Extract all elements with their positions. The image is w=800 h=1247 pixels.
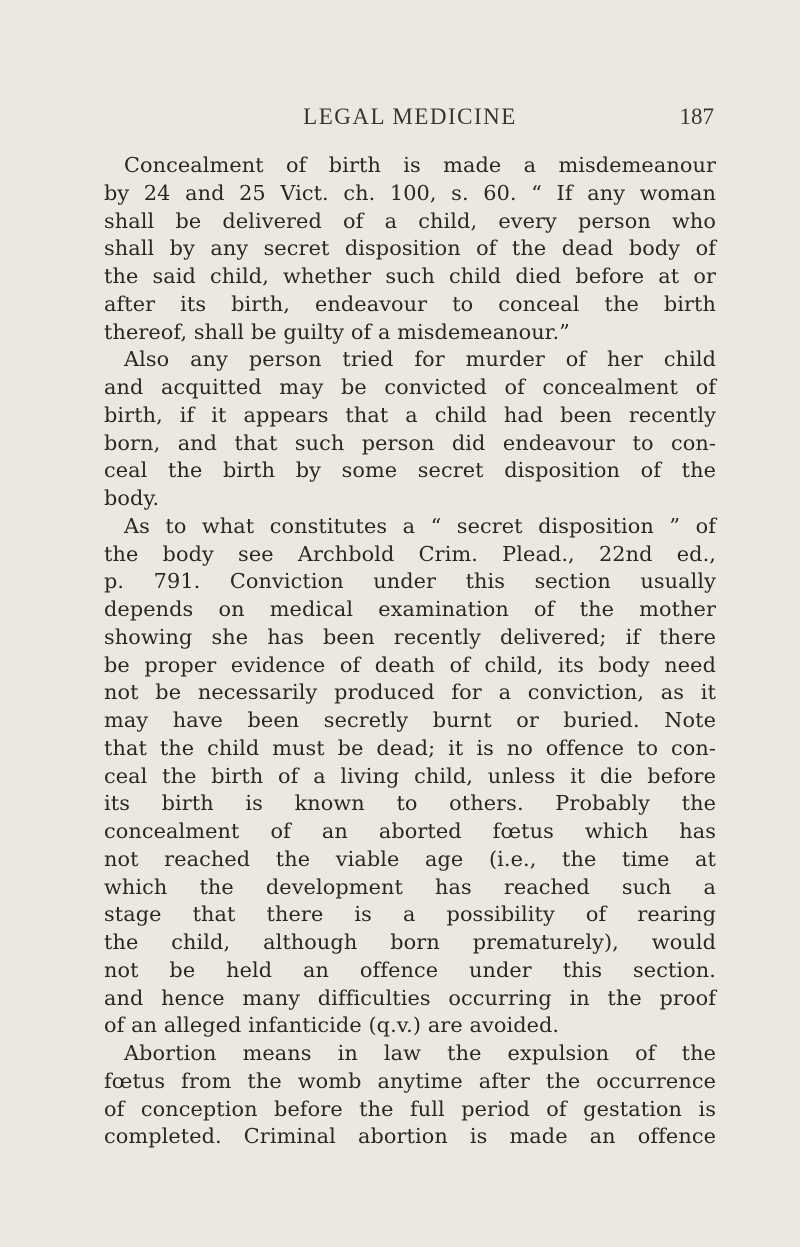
text-line: by 24 and 25 Vict. ch. 100, s. 60. “ If any woman bbox=[104, 180, 716, 205]
text-line: Concealment of birth is made a misdemeanour bbox=[124, 153, 716, 177]
text-line: not be necessarily produced for a conviction, as it bbox=[104, 680, 716, 705]
text-line: Also any person tried for murder of her child bbox=[124, 347, 716, 372]
text-line: be proper evidence of death of child, its body need bbox=[104, 652, 716, 677]
text-line: showing she has been recently delivered; if there bbox=[104, 624, 716, 649]
text-line: the said child, whether such child died before at or bbox=[104, 264, 716, 288]
text-line: birth, if it appears that a child had been recently bbox=[104, 402, 716, 427]
page-number: 187 bbox=[679, 104, 714, 129]
text-line: shall be delivered of a child, every person who bbox=[104, 208, 716, 233]
text-line: fœtus from the womb anytime after the occurrence bbox=[104, 1068, 716, 1093]
text-line: the child, although born prematurely), would bbox=[104, 930, 716, 954]
text-line: and hence many difficulties occurring in the proof bbox=[104, 985, 716, 1010]
text-line: not be held an offence under this section. bbox=[104, 957, 716, 982]
text-line: completed. Criminal abortion is made an offence bbox=[104, 1124, 716, 1149]
text-line: born, and that such person did endeavour to con- bbox=[104, 430, 716, 455]
text-line: its birth is known to others. Probably the bbox=[104, 791, 716, 816]
text-line: of an alleged infanticide (q.v.) are avoided. bbox=[104, 1013, 560, 1038]
body-text bbox=[104, 152, 716, 1151]
running-head-title: LEGAL MEDICINE bbox=[303, 104, 517, 129]
text-line: p. 791. Conviction under this section usually bbox=[104, 569, 716, 594]
text-line: that the child must be dead; it is no offence to con- bbox=[104, 735, 716, 760]
text-line: after its birth, endeavour to conceal the birth bbox=[104, 291, 716, 316]
running-head bbox=[106, 104, 714, 134]
text-line: not reached the viable age (i.e., the time at bbox=[104, 846, 716, 871]
text-line: of conception before the full period of gestation is bbox=[104, 1096, 716, 1121]
text-line: ceal the birth by some secret disposition of the bbox=[104, 458, 716, 483]
text-line: shall by any secret disposition of the dead body of bbox=[104, 236, 716, 261]
text-line: concealment of an aborted fœtus which has bbox=[104, 819, 716, 843]
text-line: Abortion means in law the expulsion of the bbox=[124, 1041, 716, 1065]
text-line: and acquitted may be convicted of concealment of bbox=[104, 375, 716, 399]
text-line: As to what constitutes a “ secret disposition ” of bbox=[124, 513, 716, 538]
text-line: ceal the birth of a living child, unless it die before bbox=[104, 763, 716, 788]
text-line: depends on medical examination of the mother bbox=[104, 597, 716, 621]
text-line: thereof, shall be guilty of a misdemeanour.” bbox=[104, 319, 570, 344]
text-line: the body see Archbold Crim. Plead., 22nd ed., bbox=[104, 541, 716, 566]
text-line: which the development has reached such a bbox=[104, 874, 716, 899]
text-line: body. bbox=[104, 486, 160, 510]
text-line: may have been secretly burnt or buried. Note bbox=[104, 708, 716, 732]
text-line: stage that there is a possibility of rearing bbox=[104, 902, 716, 927]
